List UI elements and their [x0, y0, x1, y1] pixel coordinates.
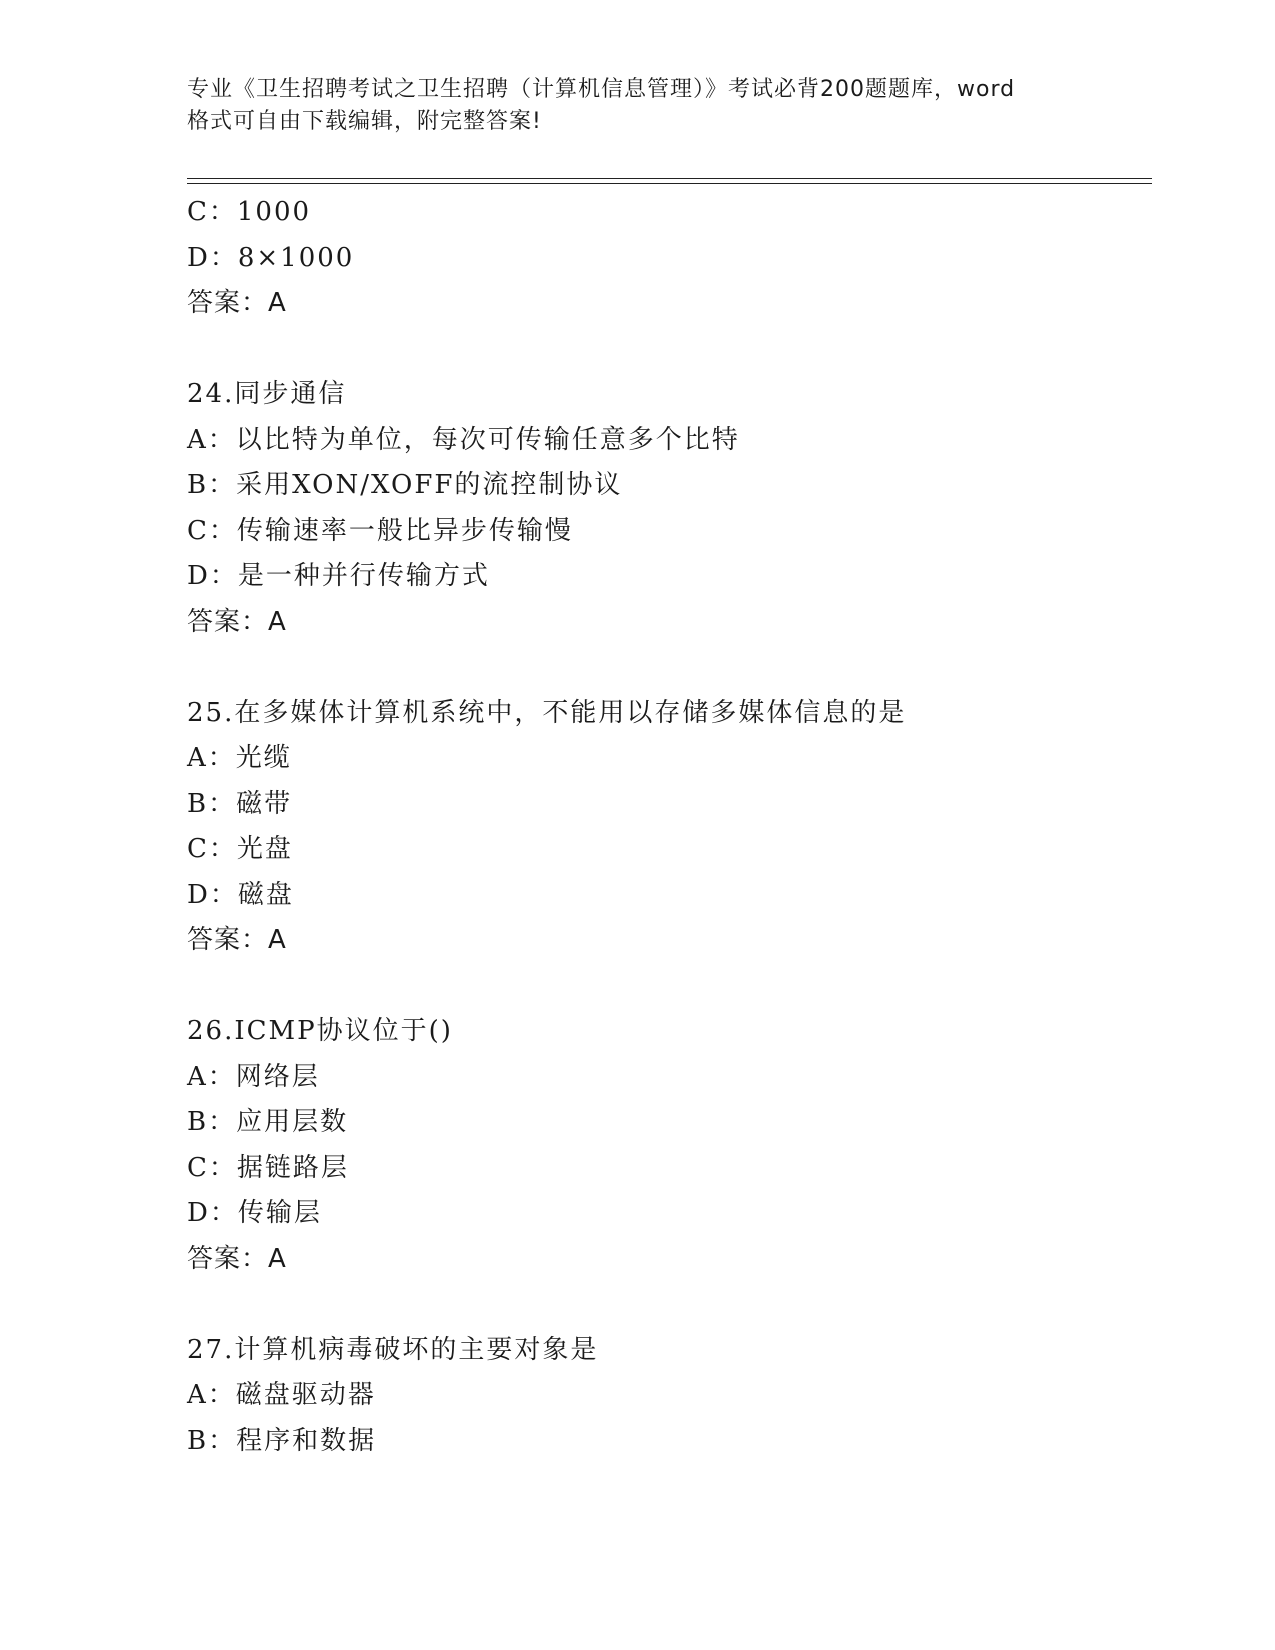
option-c: C：光盘: [187, 834, 293, 864]
option-d: D：传输层: [187, 1198, 322, 1228]
header-rule-bottom: [187, 183, 1152, 184]
question-title: 25.在多媒体计算机系统中，不能用以存储多媒体信息的是: [187, 697, 907, 728]
option-c: C：据链路层: [187, 1152, 349, 1183]
option-b: B：采用XON/XOFF的流控制协议: [187, 470, 623, 500]
answer-line: 答案：A: [187, 1243, 287, 1274]
option-b: B：程序和数据: [187, 1425, 377, 1456]
option-a: A：网络层: [187, 1061, 320, 1092]
option-c: C：传输速率一般比异步传输慢: [187, 515, 573, 546]
option-d: D：磁盘: [187, 879, 294, 910]
question-list: [187, 190, 1147, 1464]
option-d: D：8×1000: [187, 242, 355, 273]
question-title: 24.同步通信: [187, 379, 347, 409]
header-line-2: 格式可自由下载编辑，附完整答案!: [187, 109, 542, 134]
document-header: [187, 74, 1087, 138]
question-26: [187, 1009, 1147, 1282]
option-c: C：1000: [187, 197, 312, 227]
question-title: 27.计算机病毒破坏的主要对象是: [187, 1334, 599, 1365]
option-b: B：应用层数: [187, 1107, 349, 1137]
question-title: 26.ICMP协议位于(): [187, 1016, 453, 1046]
option-b: B：磁带: [187, 788, 293, 819]
answer-line: 答案：A: [187, 606, 287, 637]
question-25: [187, 691, 1147, 964]
question-24: [187, 372, 1147, 645]
answer-line: 答案：A: [187, 925, 287, 955]
option-a: A：以比特为单位，每次可传输任意多个比特: [187, 424, 740, 455]
option-a: A：磁盘驱动器: [187, 1380, 376, 1410]
answer-line: 答案：A: [187, 288, 287, 318]
spacer: [187, 964, 1147, 1010]
header-rule-top: [187, 178, 1152, 179]
spacer: [187, 645, 1147, 691]
option-d: D：是一种并行传输方式: [187, 561, 490, 591]
header-line-1: 专业《卫生招聘考试之卫生招聘（计算机信息管理）》考试必背200题题库，word: [187, 77, 1016, 102]
spacer: [187, 327, 1147, 373]
question-27: [187, 1328, 1147, 1465]
spacer: [187, 1282, 1147, 1328]
option-a: A：光缆: [187, 743, 292, 773]
question-carryover: [187, 190, 1147, 327]
